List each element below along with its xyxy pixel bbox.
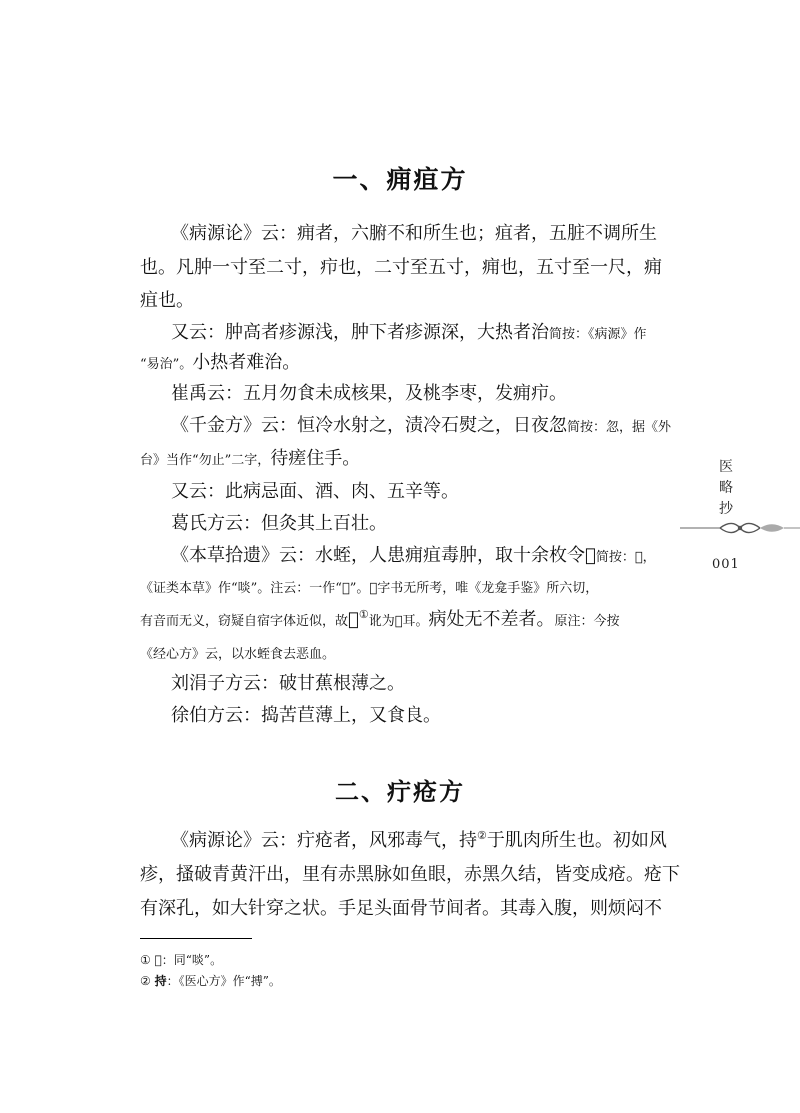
paragraph-line <box>171 219 657 249</box>
text: 《病源论》云：疔疮者，风邪毒气，持 <box>171 830 477 851</box>
rare-character: 𠯁 <box>369 581 378 596</box>
paragraph-line <box>171 477 459 507</box>
paragraph-line <box>140 286 194 316</box>
text: 病处无不差者。 <box>428 609 555 630</box>
running-title-char: 医 <box>719 459 733 475</box>
footnote-number: ① <box>140 953 151 967</box>
text: 崔禹云：五月勿食未成核果，及桃李枣，发痈疖。 <box>171 383 567 404</box>
paragraph-line <box>171 379 567 409</box>
annotation-note: 讹为 <box>368 614 395 629</box>
annotation-note: ， <box>642 550 656 565</box>
section-title-1: 一、痈疽方 <box>332 165 468 194</box>
paragraph-line <box>140 572 598 602</box>
annotation-note: 简按： <box>595 550 635 565</box>
text: 刘涓子方云：破甘蕉根薄之。 <box>171 673 405 694</box>
annotation-note: ”。 <box>349 581 370 596</box>
paragraph-line <box>171 701 441 731</box>
running-title-char: 抄 <box>719 501 733 517</box>
paragraph-line <box>140 253 662 283</box>
paragraph-line <box>171 669 405 699</box>
text: 《千金方》云：恒冷水射之，渍冷石熨之，日夜忽 <box>171 415 567 436</box>
text: 于肌肉所生也。初如风 <box>486 830 667 851</box>
text: 《本草拾遗》云：水蛭，人患痈疽毒肿，取十余枚令 <box>171 545 585 566</box>
paragraph-line <box>171 411 671 441</box>
text: 小热者难治。 <box>192 352 301 373</box>
rare-character: 𠯁 <box>585 545 596 566</box>
paragraph-line <box>171 541 656 571</box>
paragraph-line <box>140 444 360 474</box>
running-title-char: 略 <box>719 480 733 496</box>
footnote-divider <box>140 938 252 939</box>
annotation-note: 简按：《病源》作 <box>549 327 647 342</box>
annotation-note: 有音而无义，窃疑自宿字体近似，故 <box>140 614 349 629</box>
annotation-note: 《经心方》云，以水蛭食去恶血。 <box>140 647 336 662</box>
annotation-note: 原注：今按 <box>554 614 620 629</box>
annotation-note: 字书无所考，唯《龙龛手鉴》所六切， <box>377 581 599 596</box>
text: 葛氏方云：但灸其上百壮。 <box>171 513 387 534</box>
annotation-note: 简按：忽，据《外 <box>567 420 672 435</box>
paragraph-line <box>140 638 335 668</box>
running-title <box>712 457 740 520</box>
paragraph-line <box>140 348 300 378</box>
text: 待瘥住手。 <box>270 448 361 469</box>
footnote-marker: ① <box>358 608 369 621</box>
paragraph-line <box>140 860 680 890</box>
text: 疽也。 <box>140 290 194 311</box>
rare-character: 𠯁 <box>634 550 643 565</box>
rare-character: 𠯁 <box>341 581 350 596</box>
text: 又云：此病忌面、酒、肉、五辛等。 <box>171 481 459 502</box>
footnote-1 <box>140 951 222 969</box>
paragraph-line <box>140 605 620 635</box>
footnote-term: 持 <box>154 974 167 988</box>
annotation-note: “易治”。 <box>140 357 193 372</box>
text: 徐伯方云：捣苦苣薄上，又食良。 <box>171 705 441 726</box>
footnote-text: ：同“啖”。 <box>161 953 223 967</box>
text: 疹，搔破青黄汗出，里有赤黑脉如鱼眼，赤黑久结，皆变成疮。疮下 <box>140 864 680 885</box>
annotation-note: 耳。 <box>402 614 429 629</box>
paragraph-line <box>171 318 647 348</box>
annotation-note: 《证类本草》作“啖”。注云：一作“ <box>140 581 342 596</box>
ornament-icon <box>680 521 800 535</box>
footnote-term: 𠯁 <box>154 953 162 967</box>
footnote-2 <box>140 972 281 990</box>
footnote-marker: ② <box>477 829 487 842</box>
rare-character: 𠯁 <box>348 609 359 630</box>
paragraph-line <box>140 894 662 924</box>
text: 有深孔，如大针穿之状。手足头面骨节间者。其毒入腹，则烦闷不 <box>140 898 662 919</box>
page-number: 001 <box>712 557 740 572</box>
footnote-number: ② <box>140 974 151 988</box>
text: 《病源论》云：痈者，六腑不和所生也；疽者，五脏不调所生 <box>171 223 657 244</box>
text: 又云：肿高者疹源浅，肿下者疹源深，大热者治 <box>171 322 549 343</box>
annotation-note: 台》当作“勿止”二字， <box>140 453 271 468</box>
paragraph-line <box>171 826 667 856</box>
rare-character: 𠯁 <box>394 614 403 629</box>
text: 也。凡肿一寸至二寸，疖也，二寸至五寸，痈也，五寸至一尺，痈 <box>140 257 662 278</box>
section-title-2: 二、疔疮方 <box>335 777 465 806</box>
footnote-text: ：《医心方》作“搏”。 <box>166 974 281 988</box>
paragraph-line <box>171 509 387 539</box>
